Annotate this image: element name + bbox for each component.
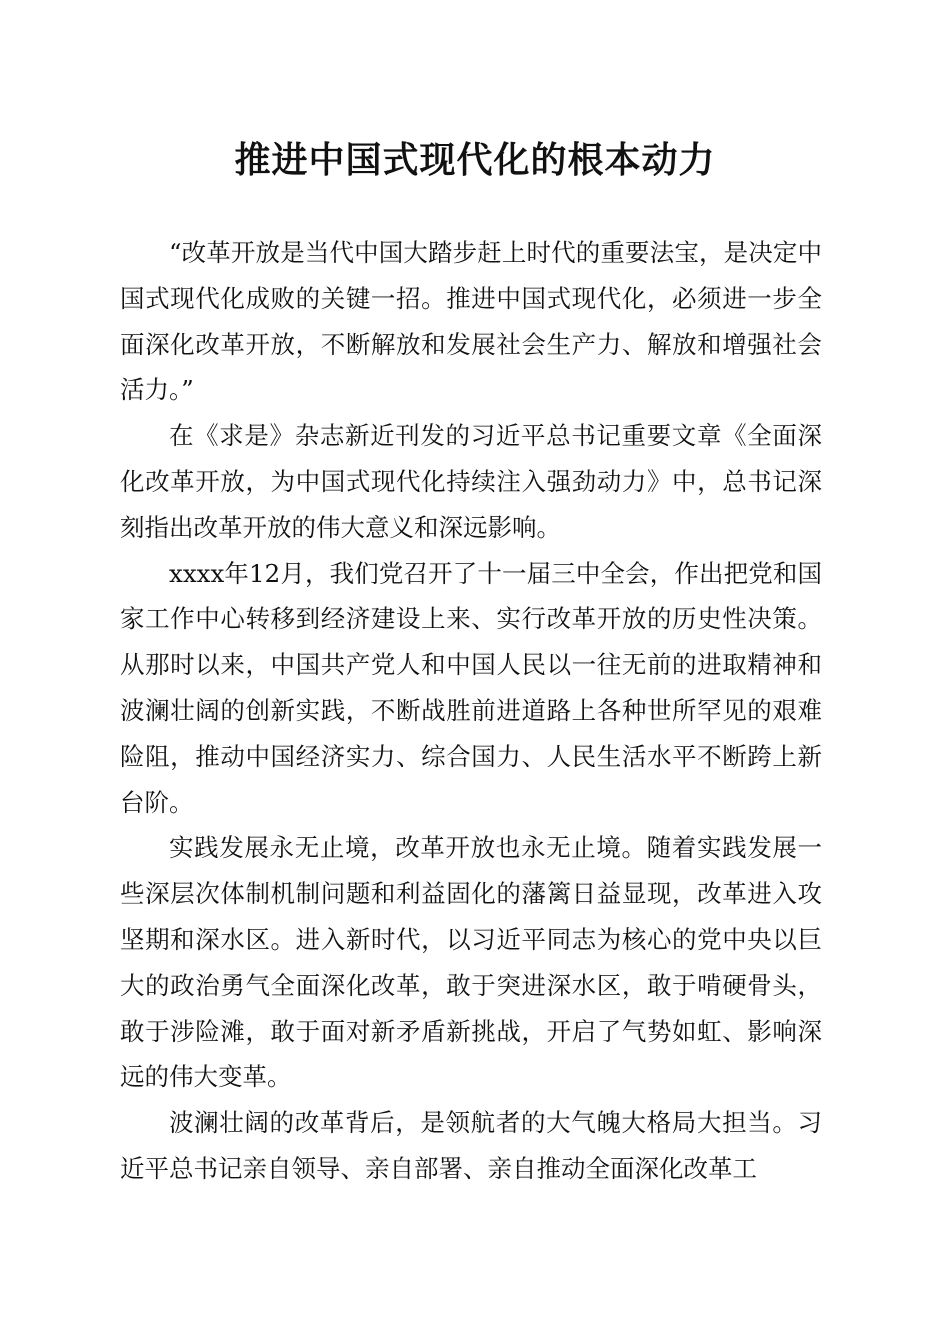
document-body <box>120 230 822 1192</box>
paragraph-4: 实践发展永无止境，改革开放也永无止境。随着实践发展一些深层次体制机制问题和利益固化的藩篱日益显现，改革进入攻坚期和深水区。进入新时代，以习近平同志为核心的党中央以巨大的政治勇气全面深化改革，敢于突进深水区，敢于啃硬骨头，敢于涉险滩，敢于面对新矛盾新挑战，开启了气势如虹、影响深远的伟大变革。 <box>120 833 822 1092</box>
paragraph-3: xxxx年12月，我们党召开了十一届三中全会，作出把党和国家工作中心转移到经济建设上来、实行改革开放的历史性决策。从那时以来，中国共产党人和中国人民以一往无前的进取精神和波澜壮阔的创新实践，不断战胜前进道路上各种世所罕见的艰难险阻，推动中国经济实力、综合国力、人民生活水平不断跨上新台阶。 <box>120 558 822 817</box>
document-title: 推进中国式现代化的根本动力 <box>234 139 716 181</box>
paragraph-2: 在《求是》杂志新近刊发的习近平总书记重要文章《全面深化改革开放，为中国式现代化持续注入强劲动力》中，总书记深刻指出改革开放的伟大意义和深远影响。 <box>120 421 822 542</box>
paragraph-5: 波澜壮阔的改革背后，是领航者的大气魄大格局大担当。习近平总书记亲自领导、亲自部署、亲自推动全面深化改革工 <box>120 1108 822 1183</box>
paragraph-1: “改革开放是当代中国大踏步赶上时代的重要法宝，是决定中国式现代化成败的关键一招。推进中国式现代化，必须进一步全面深化改革开放，不断解放和发展社会生产力、解放和增强社会活力。” <box>120 238 822 405</box>
